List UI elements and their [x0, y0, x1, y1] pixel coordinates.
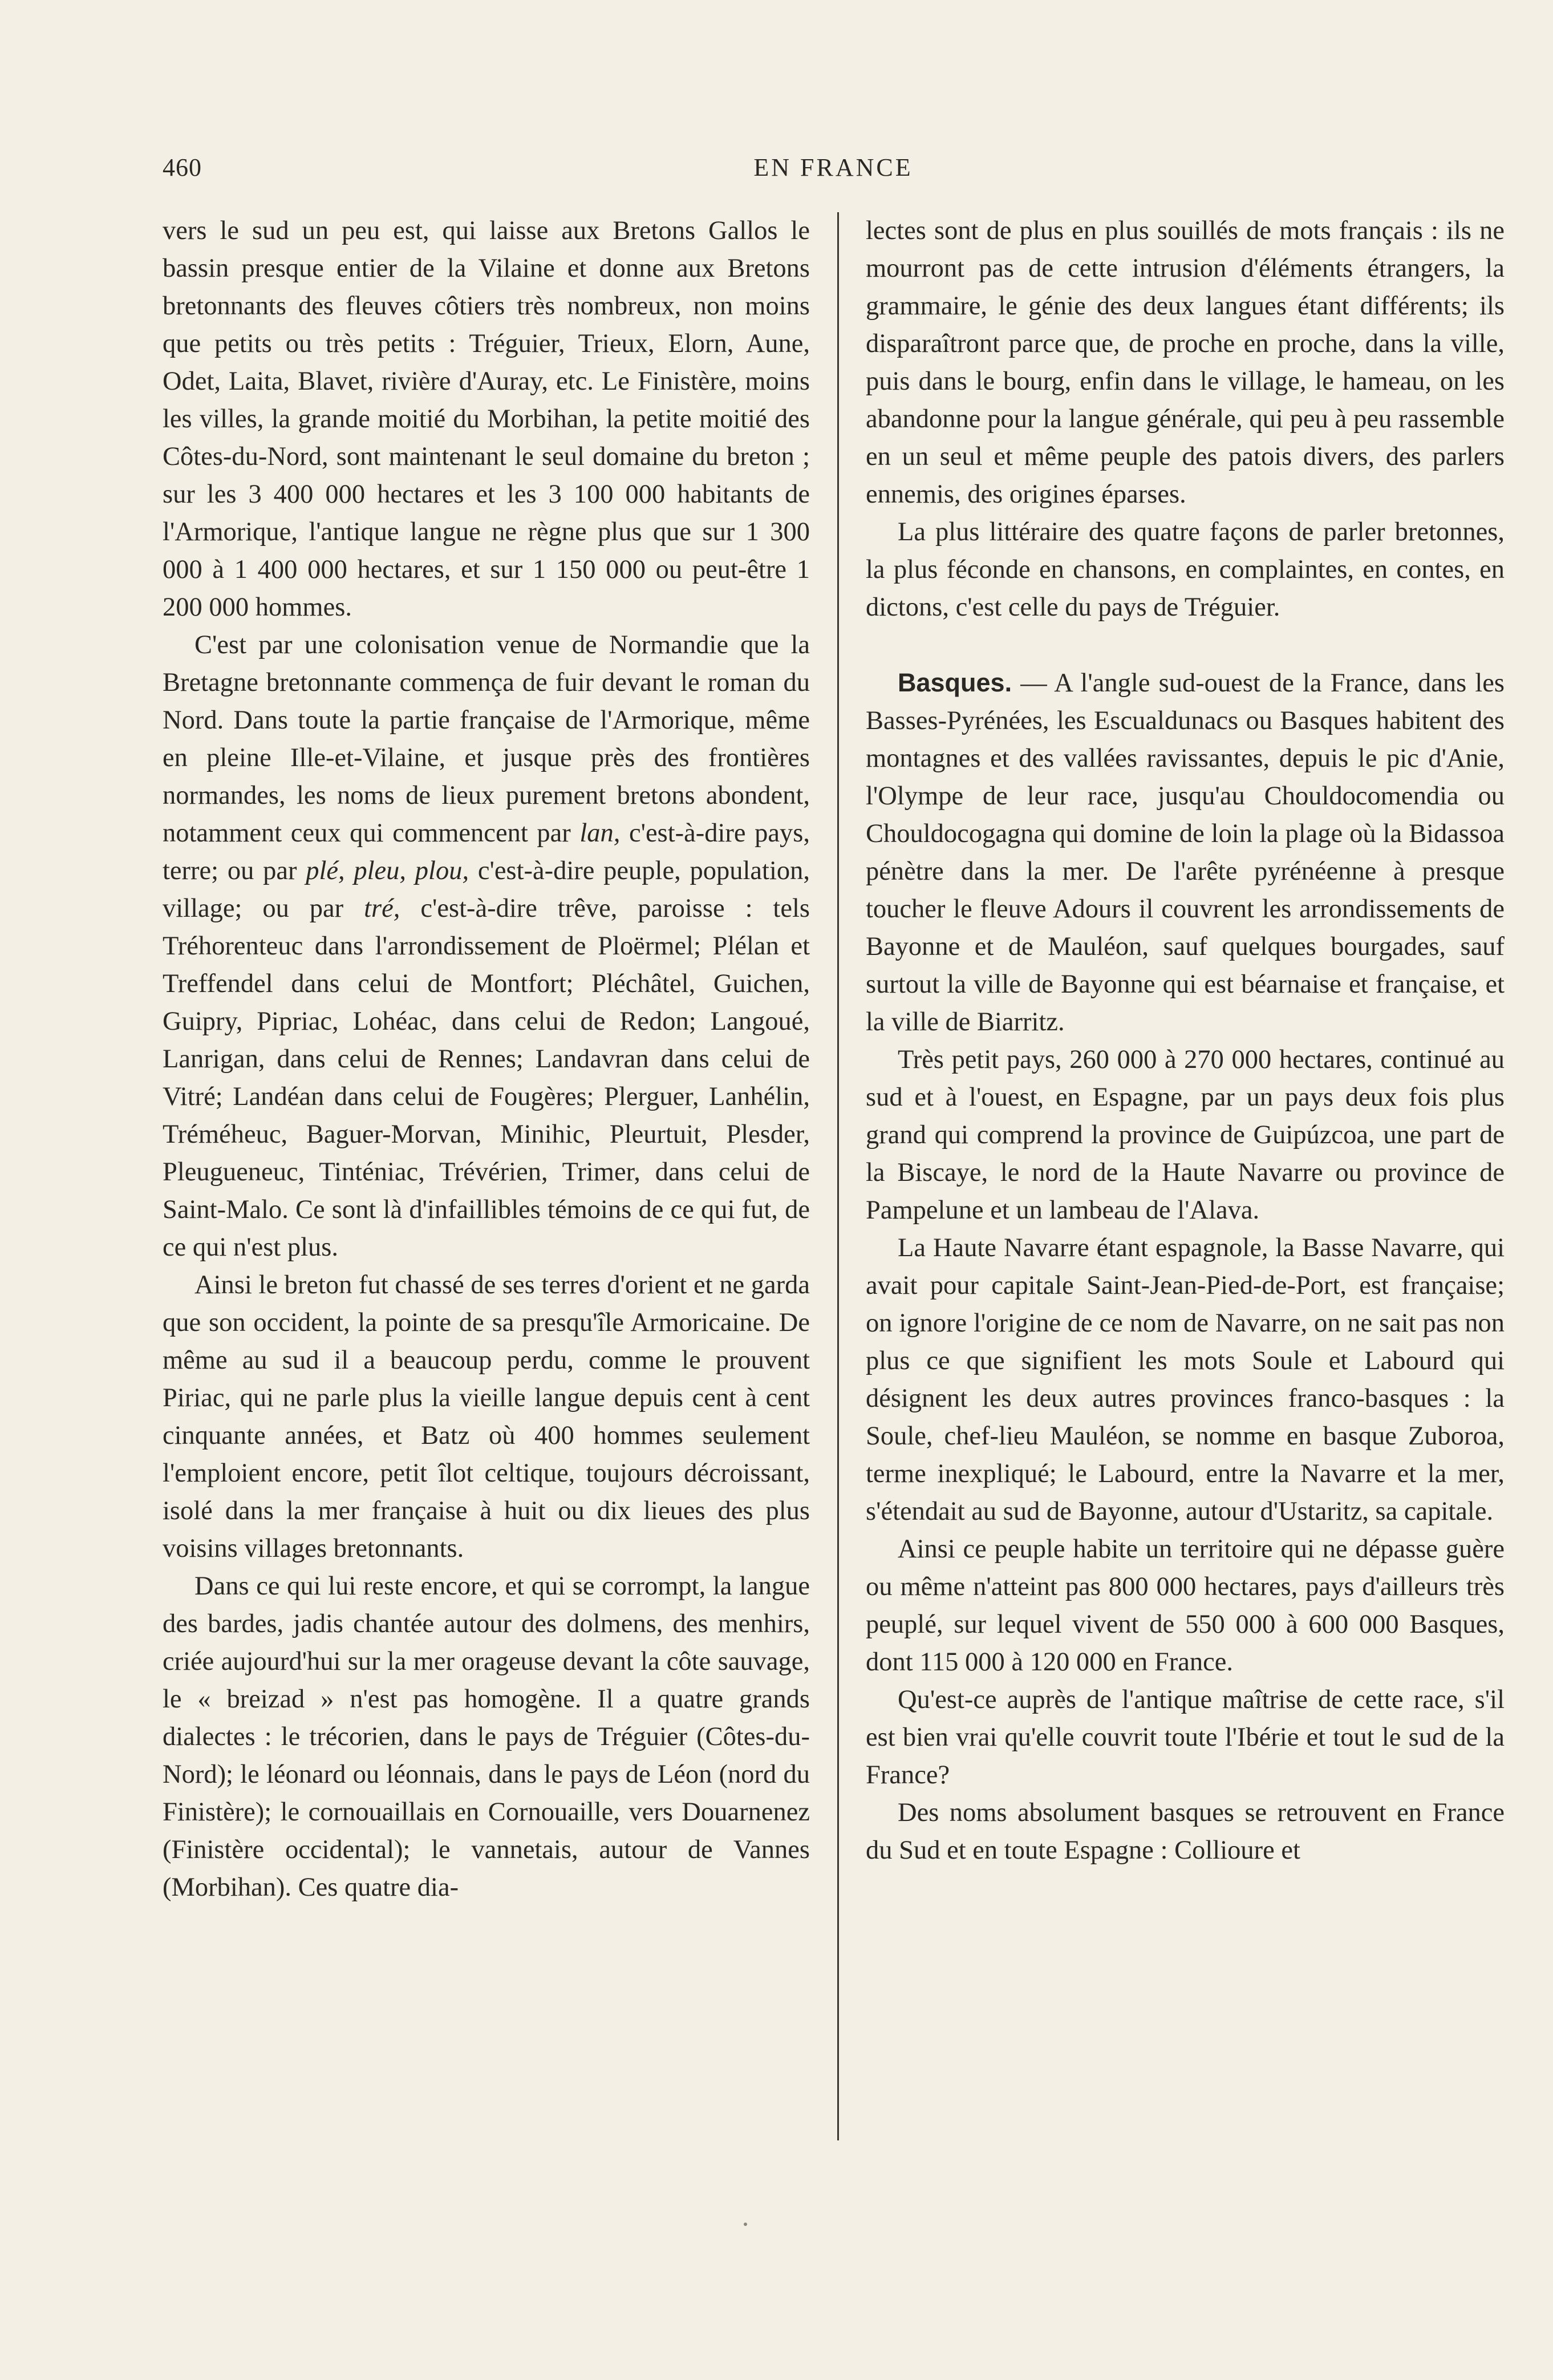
- section-paragraph: [866, 664, 1505, 1041]
- text-run: — A l'angle sud-ouest de la France, dans les Basses-Pyrénées, les Escualdunacs ou Basques habitent des montagnes et des vallées ravissantes, depuis le pic d'Anie, l'Olympe de leur race, jusqu'au Chouldocomendia ou Chouldocogagna qui domine de loin la plage où la Bidassoa pénètre dans la mer. De l'arête pyrénéenne à presque toucher le fleuve Adours il couvrent les arrondissements de Bayonne et de Mauléon, sauf quelques bourgades, sauf surtout la ville de Bayonne qui est béarnaise et française, et la ville de Biarritz.: [866, 669, 1505, 1037]
- paragraph: Des noms absolument basques se retrouvent en France du Sud et en toute Espagne : Collioure et: [866, 1798, 1505, 1865]
- page-number: 460: [163, 153, 202, 181]
- paragraph: Ainsi le breton fut chassé de ses terres d'orient et ne garda que son occident, la pointe de sa presqu'île Armoricaine. De même au sud il a beaucoup perdu, comme le prouvent Piriac, qui ne parle plus la vieille langue depuis cent à cent cinquante années, et Batz où 400 hommes seulement l'emploient encore, petit îlot celtique, toujours décroissant, isolé dans la mer française à huit ou dix lieues des plus voisins villages bretonnants.: [163, 1270, 810, 1563]
- paragraph: lectes sont de plus en plus souillés de mots français : ils ne mourront pas de cette intrusion d'éléments étrangers, la grammaire, le génie des deux langues étant différents; ils disparaîtront parce que, de proche en proche, dans la ville, puis dans le bourg, enfin dans le village, le hameau, on les abandonne pour la langue générale, qui peu à peu rassemble en un seul et même peuple des patois divers, des parlers ennemis, des origines éparses.: [866, 216, 1505, 509]
- paragraph: Qu'est-ce auprès de l'antique maîtrise de cette race, s'il est bien vrai qu'elle couvrit toute l'Ibérie et tout le sud de la France?: [866, 1685, 1505, 1790]
- paper-speck: [744, 2223, 747, 2226]
- paragraph: La Haute Navarre étant espagnole, la Basse Navarre, qui avait pour capitale Saint-Jean-Pied-de-Port, est française; on ignore l'origine de ce nom de Navarre, on ne sait pas non plus ce que signifient les mots Soule et Labourd qui désignent les deux autres provinces franco-basques : la Soule, chef-lieu Mauléon, se nomme en basque Zuboroa, terme inexpliqué; le Labourd, entre la Navarre et la mer, s'étendait au sud de Bayonne, autour d'Ustaritz, sa capitale.: [866, 1233, 1505, 1526]
- text-run: C'est par une colonisation venue de Normandie que la Bretagne bretonnante commença de fuir devant le roman du Nord. Dans toute la partie française de l'Armorique, même en pleine Ille-et-Vilaine, et jusque près des frontières normandes, les noms de lieux purement bretons abondent, notamment ceux qui commencent par: [163, 630, 810, 848]
- italic-term: plé, pleu, plou,: [306, 856, 469, 885]
- header-title: EN FRANCE: [753, 153, 913, 181]
- paragraph: [163, 626, 810, 1266]
- paragraph: Très petit pays, 260 000 à 270 000 hectares, continué au sud et à l'ouest, en Espagne, par un pays deux fois plus grand qui comprend la province de Guipúzcoa, une part de la Biscaye, le nord de la Haute Navarre ou province de Pampelune et un lambeau de l'Alava.: [866, 1045, 1505, 1225]
- section-title: Basques.: [898, 668, 1012, 697]
- paragraph: Ainsi ce peuple habite un territoire qui ne dépasse guère ou même n'atteint pas 800 000 hectares, pays d'ailleurs très peuplé, sur lequel vivent de 550 000 à 600 000 Basques, dont 115 000 à 120 000 en France.: [866, 1535, 1505, 1677]
- right-column: [866, 212, 1505, 1869]
- paragraph: La plus littéraire des quatre façons de parler bretonnes, la plus féconde en chansons, en complaintes, en contes, en dictons, c'est celle du pays de Tréguier.: [866, 517, 1505, 622]
- paragraph: vers le sud un peu est, qui laisse aux Bretons Gallos le bassin presque entier de la Vilaine et donne aux Bretons bretonnants des fleuves côtiers très nombreux, non moins que petits ou très petits : Tréguier, Trieux, Elorn, Aune, Odet, Laita, Blavet, rivière d'Auray, etc. Le Finistère, moins les villes, la grande moitié du Morbihan, la petite moitié des Côtes-du-Nord, sont maintenant le seul domaine du breton ; sur les 3 400 000 hectares et les 3 100 000 habitants de l'Armorique, l'antique langue ne règne plus que sur 1 300 000 à 1 400 000 hectares, et sur 1 150 000 ou peut-être 1 200 000 hommes.: [163, 216, 810, 622]
- running-head: [163, 153, 1504, 193]
- paragraph: Dans ce qui lui reste encore, et qui se corrompt, la langue des bardes, jadis chantée autour des dolmens, des menhirs, criée aujourd'hui sur la mer orageuse devant la côte sauvage, le « breizad » n'est pas homogène. Il a quatre grands dialectes : le trécorien, dans le pays de Tréguier (Côtes-du-Nord); le léonard ou léonnais, dans le pays de Léon (nord du Finistère); le cornouaillais en Cornouaille, vers Douarnenez (Finistère occidental); le vannetais, autour de Vannes (Morbihan). Ces quatre dia-: [163, 1572, 810, 1902]
- left-column: [163, 212, 810, 1907]
- italic-term: lan,: [579, 819, 621, 848]
- text-run: c'est-à-dire peuple, population, village; ou par: [163, 856, 810, 923]
- italic-term: tré,: [364, 894, 400, 923]
- text-run: c'est-à-dire pays, terre; ou par: [163, 819, 810, 885]
- text-run: c'est-à-dire trêve, paroisse : tels Tréhorenteuc dans l'arrondissement de Ploërmel; Plélan et Treffendel dans celui de Montfort; Pléchâtel, Guichen, Guipry, Pipriac, Lohéac, dans celui de Redon; Langoué, Lanrigan, dans celui de Rennes; Landavran dans celui de Vitré; Landéan dans celui de Fougères; Plerguer, Lanhélin, Tréméheuc, Baguer-Morvan, Minihic, Pleurtuit, Plesder, Pleugueneuc, Tinténiac, Trévérien, Trimer, dans celui de Saint-Malo. Ce sont là d'infaillibles témoins de ce qui fut, de ce qui n'est plus.: [163, 894, 810, 1262]
- column-divider: [837, 212, 839, 2140]
